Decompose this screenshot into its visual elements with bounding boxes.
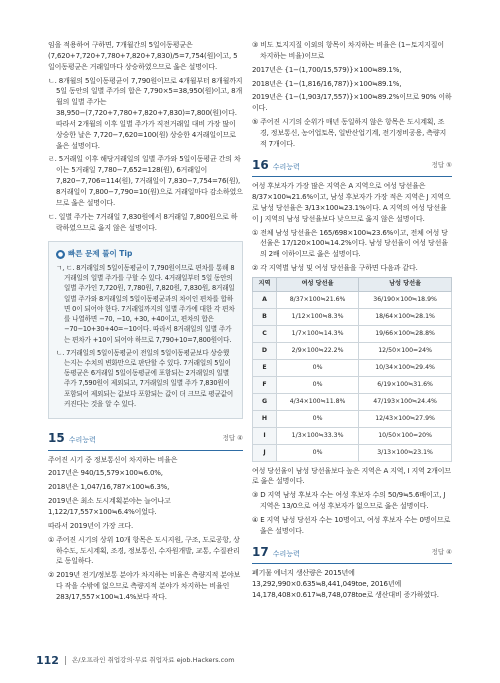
table-cell: 47/193×100≒24.4% (359, 393, 452, 410)
footer-text: 온/오프라인 취업강의·무료 취업자료 ejob.Hackers.com (71, 656, 235, 665)
question-answer: 정답 ⑤ (431, 160, 452, 169)
vote-rate-table (252, 277, 452, 462)
table-cell: 4/34×100≒11.8% (277, 393, 359, 410)
explanation-paragraph: 임을 적용하여 구하면, 7개월간의 5일이동평균은 (7,620+7,720+7,780+7,820+7,830)/5=7,754(원)이고, 5일이동평균은 거래일마다 상승하였으므로 옳은 설명이다. (48, 41, 238, 71)
left-column (48, 40, 243, 606)
answer-paragraph: 주어진 시기 중 정보통신이 차지하는 비율은 (48, 455, 178, 464)
table-row (253, 342, 452, 359)
table-cell: 0% (277, 444, 359, 461)
table-row (253, 291, 452, 308)
explanation-paragraph: ㄹ. 5거래일 이후 해당거래일의 일별 주가와 5일이동평균 간의 차이는 5거래일 7,780−7,652=128(원), 6거래일이 7,820−7,706=114(원), 7거래일이 7,830−7,754=76(원), 8거래일이 7,800−7,790=10(원)으로 거래일마다 감소하였으므로 옳은 설명이다. (48, 155, 243, 207)
page-footer (36, 652, 235, 669)
answer-paragraph: 2018년은 {1−(1,816/16,787)}×100≒89.1%, (252, 79, 402, 88)
table-row (253, 359, 452, 376)
explanation-paragraph: ㄴ. 8개월의 5일이동평균이 7,790원이므로 4개월부터 8개월까지 5일 동안의 일별 주가의 합은 7,790×5=38,950(원)이고, 8개월의 일별 주가는 38,950−(7,720+7,780+7,820+7,830)=7,800(원)이다. 따라서 2개월의 이후 일별 주가가 직전거래일 대비 가장 많이 상승한 날은 7,720−7,620=100(원) 상승한 4거래일이므로 옳은 설명이다. (48, 76, 243, 150)
tip-paragraph: ㄱ, ㄷ. 8거래일의 5일이동평균이 7,790원이므로 편차를 통해 8거래일의 일별 주가를 구할 수 있다. 4거래일부터 5일 동안의 일별 주가인 7,720원, 7,780원, 7,820원, 7,830원, 8거래일 일별 주가와 8거래일의 5일이동평균과의 차이인 편차를 합하면 0이 되어야 한다. 7거래일까지의 일별 주가에 대한 각 편차를 나열하면 −70, −10, +30, +40이고, 편차의 합은 −70−10+30+40=−10이다. 따라서 8거래일의 일별 주가는 편차가 +10이 되어야 하므로 7,790+10=7,800원이다. (56, 263, 235, 344)
answer-paragraph: ② 각 지역별 남성 및 여성 당선율을 구하면 다음과 같다. (252, 264, 418, 273)
table-cell: 1/3×100≒33.3% (277, 427, 359, 444)
tip-box (48, 241, 243, 419)
answer-paragraph: ③ D 지역 남성 후보자 수는 여성 후보자 수의 50/9≒5.6배이고, J 지역은 13/0으로 여성 후보자가 없으므로 옳은 설명이다. (252, 491, 446, 511)
question-header (48, 429, 243, 451)
table-cell: G (253, 393, 277, 410)
table-cell: 3/13×100≒23.1% (359, 444, 452, 461)
table-cell: 1/12×100≒8.3% (277, 308, 359, 325)
table-cell: B (253, 308, 277, 325)
table-cell: 19/66×100≒28.8% (359, 325, 452, 342)
table-cell: D (253, 342, 277, 359)
answer-paragraph: ② 2019년 전기/정보통 분야가 차지하는 비율은 측량지적 분야보다 작을 수밖에 없으므로 측량지적 분야가 차지하는 비율인 283/17,557×100≒1.4%보다 작다. (48, 571, 241, 601)
table-row (253, 325, 452, 342)
table-cell: 10/50×100=20% (359, 427, 452, 444)
answer-paragraph: 폐기물 에너지 생산량은 2015년에 13,292,990×0.635≒8,441,049toe, 2016년에 14,178,408×0.617≒8,748,078toe로 생산대비 증가하였다. (252, 569, 439, 599)
tip-paragraph: ㄴ. 7거래일의 5일이동평균이 전일의 5일이동평균보다 상승했는지는 수치의 변화만으로 판단할 수 있다. 7거래일의 5일이동평균은 6거래일 5일이동평균에 포함되는 2거래일의 일별 주가 7,590원이 제외되고, 7거래일의 일별 주가 7,830원이 포함되어 제외되는 값보다 포함되는 값이 더 크므로 평균값이 커진다는 것을 알 수 있다. (56, 348, 234, 408)
answer-paragraph: ⑤ 주어진 시기의 순위가 매년 동일하지 않은 항목은 도시계획, 조경, 정보통신, 농어업토목, 일반산업기계, 전기정비공용, 측량지적 7개이다. (252, 118, 447, 148)
question-header (252, 543, 452, 565)
answer-paragraph: ③ 비도 토지지질 이외의 항목이 차지하는 비율은 (1−토지지질이 차지하는 비율)이므로 (252, 41, 444, 60)
explanation-paragraph: ㄷ. 일별 주가는 7거래일 7,830원에서 8거래일 7,800원으로 하락하였으므로 옳지 않은 설명이다. (48, 212, 238, 232)
table-header-row (253, 277, 452, 291)
tip-title (56, 248, 235, 260)
table-cell: 36/190×100≒18.9% (359, 291, 452, 308)
answer-paragraph: 2019년은 {1−(1,903/17,557)}×100≒89.2%이므로 90% 이하이다. (252, 93, 452, 113)
table-cell: F (253, 376, 277, 393)
table-header: 남성 당선율 (359, 277, 452, 291)
answer-paragraph: 2019년은 최소 도시계획분야는 늘어나고 1,122/17,557×100≒6.4%이었다. (48, 497, 171, 516)
table-cell: H (253, 410, 277, 427)
table-cell: 0% (277, 359, 359, 376)
question-number: 17 (252, 544, 269, 559)
table-header: 여성 당선율 (277, 277, 359, 291)
table-header: 지역 (253, 277, 277, 291)
table-cell: 1/7×100≒14.3% (277, 325, 359, 342)
table-row (253, 393, 452, 410)
page-number: 112 (36, 653, 59, 667)
table-row (253, 444, 452, 461)
footer-divider (65, 656, 66, 665)
answer-paragraph: 2018년은 1,047/16,787×100≒6.3%, (48, 483, 170, 492)
table-cell: 6/19×100≒31.6% (359, 376, 452, 393)
answer-paragraph: 여성 당선율이 남성 당선율보다 높은 지역은 A 지역, I 지역 2개이므로 옳은 설명이다. (252, 466, 451, 486)
table-cell: 12/43×100≒27.9% (359, 410, 452, 427)
table-cell: 0% (277, 376, 359, 393)
table-cell: J (253, 444, 277, 461)
question-category: 수리능력 (68, 436, 96, 445)
table-cell: 8/37×100≒21.6% (277, 291, 359, 308)
question-answer: 정답 ④ (222, 434, 243, 443)
table-cell: 18/64×100≒28.1% (359, 308, 452, 325)
answer-paragraph: ① 전체 남성 당선율은 165/698×100≒23.6%이고, 전체 여성 당선율은 17/120×100≒14.2%이다. 남성 당선율이 여성 당선율의 2배 이하이므로 옳은 설명이다. (252, 228, 448, 259)
table-cell: C (253, 325, 277, 342)
table-cell: A (253, 291, 277, 308)
bulb-icon: ● (57, 250, 64, 258)
table-cell: 10/34×100≒29.4% (359, 359, 452, 376)
question-number: 16 (252, 157, 269, 172)
answer-paragraph: 따라서 2019년이 가장 크다. (48, 521, 134, 530)
question-number: 15 (48, 431, 65, 446)
table-cell: 0% (277, 410, 359, 427)
answer-paragraph: 여성 후보자가 가장 많은 지역은 A 지역으로 여성 당선율은 8/37×100≒21.6%이고, 남성 후보자가 가장 적은 지역은 J 지역으로 남성 당선율은 3/13×100≒23.1%이다. A 지역의 여성 당선율이 J 지역의 남성 당선율보다 낮으므로 옳지 않은 설명이다. (252, 182, 451, 223)
table-row (253, 410, 452, 427)
table-cell: E (253, 359, 277, 376)
table-cell: I (253, 427, 277, 444)
question-answer: 정답 ④ (431, 547, 452, 556)
question-header (252, 156, 452, 178)
answer-paragraph: ④ E 지역 남성 당선자 수는 10명이고, 여성 후보자 수는 0명이므로 옳은 설명이다. (252, 515, 451, 535)
table-cell: 2/9×100≒22.2% (277, 342, 359, 359)
right-column (252, 40, 452, 604)
table-row (253, 376, 452, 393)
question-category: 수리능력 (272, 549, 300, 558)
table-row (253, 308, 452, 325)
answer-paragraph: 2017년은 {1−(1,700/15,579)}×100≒89.1%, (252, 65, 402, 74)
question-category: 수리능력 (272, 162, 300, 171)
tip-title-text: 빠른 문제 풀이 Tip (68, 249, 133, 259)
answer-paragraph: 2017년은 940/15,579×100≒6.0%, (48, 469, 163, 478)
table-row (253, 427, 452, 444)
table-cell: 12/50×100=24% (359, 342, 452, 359)
answer-paragraph: ① 주어진 시기의 상위 10개 항목은 도시지원, 구조, 도로공항, 상하수도, 도시계획, 조경, 정보통신, 수자원개발, 교통, 수질관리로 동일하다. (48, 535, 240, 566)
